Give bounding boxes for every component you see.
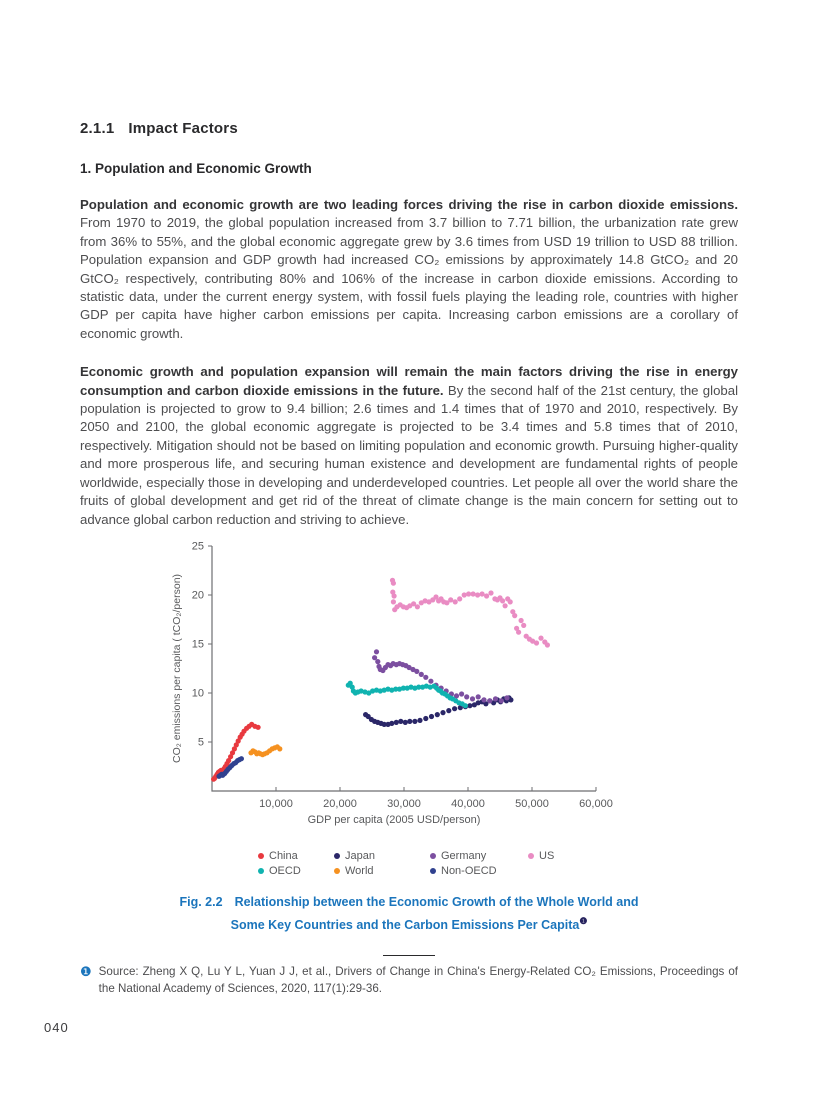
data-point-china	[256, 725, 261, 730]
paragraph-2-body-text: By the second half of the 21st century, the global population is projected to grow to 9.4 billion; 2.6 times and 1.4 times that of 1970 and 2010, respectively. By 2050 and 2100, the global economic aggregate is projected to be 3.4 times and 5.8 times that of 2010, respectively. Mitigation should not be based on limiting population and economic growth. Pursuing higher-quality and more prosperous life, and securing human existence and development are fundamental rights of people worldwide, especially those in developing and underdeveloped countries. Let people all over the world share the fruits of global development and get rid of the threat of climate change is the main concern for setting out to advance global carbon reduction and striving to achieve.	[80, 382, 738, 527]
y-tick-label: 20	[191, 589, 204, 602]
legend-label: Non-OECD	[441, 864, 497, 877]
legend-label: US	[539, 849, 555, 862]
chart-legend	[258, 850, 738, 877]
footnote-reference-mark: ❶	[579, 915, 588, 926]
data-point-germany	[374, 649, 379, 654]
data-point-us	[391, 581, 396, 586]
legend-dot-icon	[430, 853, 436, 859]
y-tick-label: 5	[197, 736, 204, 749]
legend-label: China	[269, 849, 298, 862]
data-point-us	[448, 597, 453, 602]
data-point-us	[521, 623, 526, 628]
x-tick-label: 40,000	[451, 797, 485, 810]
legend-dot-icon	[258, 853, 264, 859]
section-heading	[80, 120, 738, 137]
data-point-world	[277, 746, 282, 751]
data-point-us	[475, 592, 480, 597]
legend-label: Germany	[441, 849, 487, 862]
figure-caption-line2-wrap	[80, 912, 738, 935]
data-point-us	[457, 596, 462, 601]
data-point-japan	[452, 706, 457, 711]
data-point-germany	[464, 694, 469, 699]
legend-dot-icon	[528, 853, 534, 859]
x-tick-label: 10,000	[259, 797, 293, 810]
data-point-us	[503, 603, 508, 608]
data-point-japan	[467, 703, 472, 708]
footnote-text: Source: Zheng X Q, Lu Y L, Yuan J J, et al., Drivers of Change in China's Energy-Related CO₂ Emissions, Proceedings of the National Academy of Sciences, 2020, 117(1):29-36.	[98, 965, 738, 995]
data-point-us	[516, 630, 521, 635]
legend-item-us	[528, 850, 598, 862]
legend-item-world	[334, 865, 430, 877]
legend-label: OECD	[269, 864, 301, 877]
data-point-japan	[429, 714, 434, 719]
legend-dot-icon	[334, 853, 340, 859]
data-point-germany	[375, 659, 380, 664]
page-number: 040	[44, 1020, 69, 1035]
data-point-japan	[440, 710, 445, 715]
data-point-germany	[419, 672, 424, 677]
figure-caption	[80, 893, 738, 935]
data-point-us	[500, 598, 505, 603]
paragraph-2-lead-sentence: Economic growth and population expansion will remain the main factors driving the rise in energy consumption and carbon dioxide emissions in the future.	[80, 364, 738, 398]
data-point-germany	[476, 694, 481, 699]
legend-item-japan	[334, 850, 430, 862]
data-point-us	[392, 593, 397, 598]
subsection-heading: 1. Population and Economic Growth	[80, 161, 312, 176]
paragraph-1	[80, 196, 738, 343]
data-point-us	[391, 599, 396, 604]
section-title: Impact Factors	[128, 120, 238, 137]
data-point-us	[519, 618, 524, 623]
x-axis-title: GDP per capita (2005 USD/person)	[307, 813, 481, 826]
data-point-germany	[428, 679, 433, 684]
paragraph-1-lead-sentence: Population and economic growth are two leading forces driving the rise in carbon dioxide emissions.	[80, 197, 738, 212]
figure-caption-line1	[80, 893, 738, 912]
data-point-japan	[389, 721, 394, 726]
data-point-germany	[499, 698, 504, 703]
legend-item-non-oecd	[430, 865, 528, 877]
data-point-oecd	[463, 703, 468, 708]
data-point-us	[538, 635, 543, 640]
legend-dot-icon	[334, 868, 340, 874]
footnote-marker-icon: ❶	[80, 964, 92, 980]
y-axis-title: CO₂ emissions per capita ( tCO₂/person)	[171, 573, 183, 763]
data-point-germany	[423, 675, 428, 680]
data-point-japan	[412, 719, 417, 724]
figure-label: Fig. 2.2	[179, 894, 223, 909]
y-tick-label: 15	[191, 638, 204, 651]
x-tick-label: 60,000	[579, 797, 613, 810]
legend-item-china	[258, 850, 334, 862]
paragraph-1-body-text: From 1970 to 2019, the global population increased from 3.7 billion to 7.71 billion, the urbanization rate grew from 36% to 55%, and the global economic aggregate grew by 3.6 times from USD 19 trillion to USD 88 trillion. Population expansion and GDP growth had increased CO₂ emissions by approximately 14.8 GtCO₂ and 20 GtCO₂ respectively, contributing 80% and 106% of the increase in carbon dioxide emissions. According to statistic data, under the current energy system, with fossil fuels playing the leading role, countries with higher GDP per capita have higher carbon emissions per capita. Increasing carbon emissions are a corollary of economic growth.	[80, 215, 738, 341]
footnote	[80, 964, 738, 997]
data-point-japan	[407, 719, 412, 724]
data-point-germany	[504, 695, 509, 700]
axis-lines	[212, 546, 596, 791]
y-tick-label: 10	[191, 687, 204, 700]
footnote-separator-rule	[383, 955, 435, 956]
legend-label: World	[345, 864, 374, 877]
legend-item-germany	[430, 850, 528, 862]
data-point-us	[488, 590, 493, 595]
data-point-us	[545, 642, 550, 647]
data-point-non-oecd	[239, 756, 244, 761]
legend-dot-icon	[430, 868, 436, 874]
section-number: 2.1.1	[80, 120, 115, 137]
data-point-germany	[481, 697, 486, 702]
x-tick-label: 50,000	[515, 797, 549, 810]
data-point-germany	[459, 691, 464, 696]
data-point-us	[415, 604, 420, 609]
data-point-japan	[398, 719, 403, 724]
x-tick-label: 20,000	[323, 797, 357, 810]
scatter-plot	[168, 541, 638, 841]
data-point-us	[466, 591, 471, 596]
data-point-germany	[493, 696, 498, 701]
data-point-japan	[403, 720, 408, 725]
data-point-us	[480, 591, 485, 596]
y-tick-label: 25	[191, 540, 204, 553]
data-point-us	[484, 593, 489, 598]
legend-dot-icon	[258, 868, 264, 874]
paragraph-2	[80, 363, 738, 529]
x-tick-label: 30,000	[387, 797, 421, 810]
figure-caption-text1: Relationship between the Economic Growth of the Whole World and	[234, 894, 639, 909]
data-point-germany	[470, 696, 475, 701]
page-content	[80, 120, 738, 997]
data-point-us	[453, 599, 458, 604]
data-point-us	[534, 640, 539, 645]
data-point-us	[471, 591, 476, 596]
data-point-japan	[394, 720, 399, 725]
data-point-germany	[487, 698, 492, 703]
legend-item-oecd	[258, 865, 334, 877]
legend-label: Japan	[345, 849, 375, 862]
data-point-germany	[414, 669, 419, 674]
data-point-us	[512, 613, 517, 618]
figure-2-2-chart	[168, 541, 738, 877]
figure-caption-text2: Some Key Countries and the Carbon Emissions Per Capita	[230, 918, 580, 933]
data-point-japan	[435, 712, 440, 717]
data-point-japan	[423, 716, 428, 721]
data-point-us	[508, 599, 513, 604]
data-point-us	[462, 592, 467, 597]
data-point-japan	[417, 718, 422, 723]
data-point-japan	[446, 708, 451, 713]
